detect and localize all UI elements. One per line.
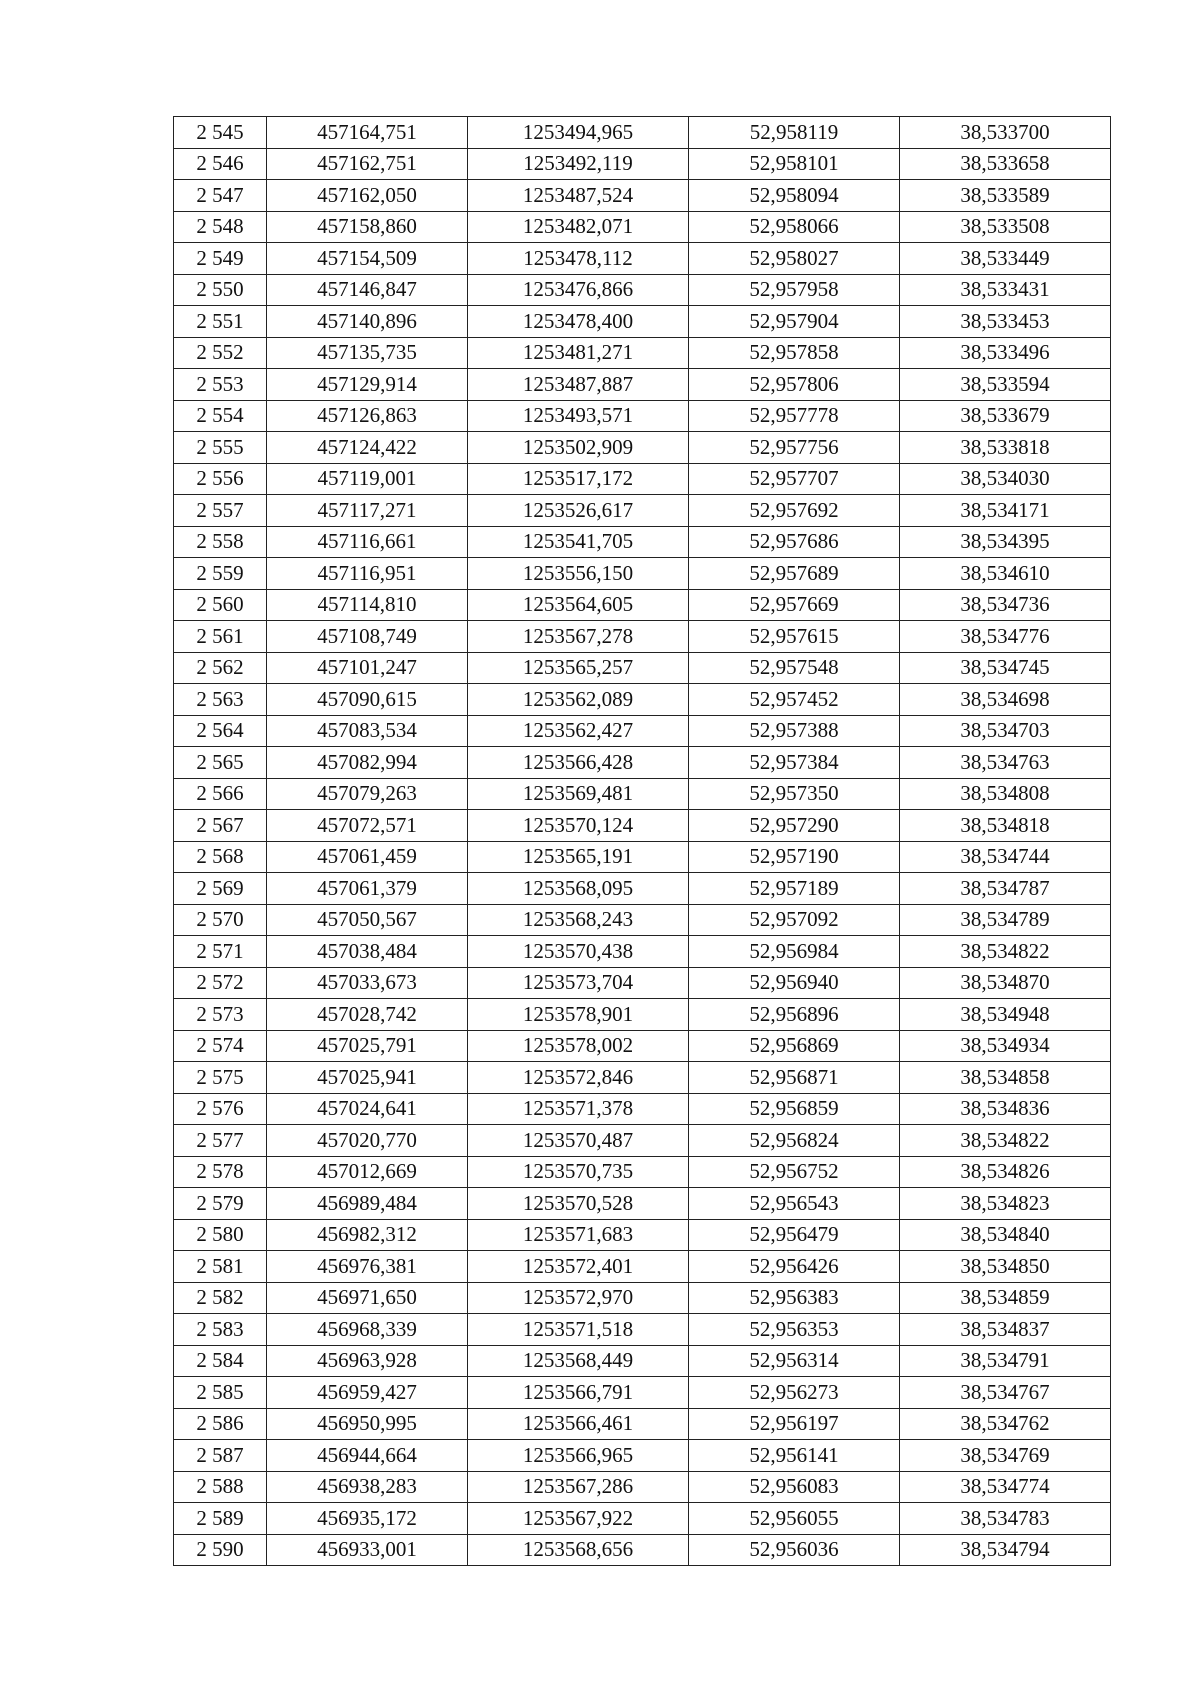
longitude-cell: 38,533589: [900, 180, 1111, 212]
table-row: [174, 148, 1111, 180]
longitude-cell: 38,534870: [900, 967, 1111, 999]
point-number-cell: 2 580: [174, 1219, 267, 1251]
x-coordinate-cell: 457154,509: [267, 243, 468, 275]
latitude-cell: 52,956543: [689, 1188, 900, 1220]
x-coordinate-cell: 456989,484: [267, 1188, 468, 1220]
x-coordinate-cell: 456976,381: [267, 1251, 468, 1283]
longitude-cell: 38,533700: [900, 117, 1111, 149]
table-row: [174, 243, 1111, 275]
table-row: [174, 936, 1111, 968]
latitude-cell: 52,956383: [689, 1282, 900, 1314]
point-number-cell: 2 566: [174, 778, 267, 810]
y-coordinate-cell: 1253568,095: [468, 873, 689, 905]
y-coordinate-cell: 1253494,965: [468, 117, 689, 149]
table-row: [174, 369, 1111, 401]
point-number-cell: 2 549: [174, 243, 267, 275]
longitude-cell: 38,534783: [900, 1503, 1111, 1535]
latitude-cell: 52,956141: [689, 1440, 900, 1472]
latitude-cell: 52,957756: [689, 432, 900, 464]
latitude-cell: 52,956273: [689, 1377, 900, 1409]
x-coordinate-cell: 457083,534: [267, 715, 468, 747]
table-row: [174, 526, 1111, 558]
longitude-cell: 38,534763: [900, 747, 1111, 779]
y-coordinate-cell: 1253493,571: [468, 400, 689, 432]
longitude-cell: 38,534822: [900, 936, 1111, 968]
table-row: [174, 337, 1111, 369]
x-coordinate-cell: 456938,283: [267, 1471, 468, 1503]
table-row: [174, 1156, 1111, 1188]
longitude-cell: 38,534858: [900, 1062, 1111, 1094]
longitude-cell: 38,534610: [900, 558, 1111, 590]
x-coordinate-cell: 457146,847: [267, 274, 468, 306]
latitude-cell: 52,957707: [689, 463, 900, 495]
table-row: [174, 1471, 1111, 1503]
y-coordinate-cell: 1253568,656: [468, 1534, 689, 1566]
y-coordinate-cell: 1253526,617: [468, 495, 689, 527]
point-number-cell: 2 551: [174, 306, 267, 338]
latitude-cell: 52,957958: [689, 274, 900, 306]
y-coordinate-cell: 1253565,191: [468, 841, 689, 873]
latitude-cell: 52,956083: [689, 1471, 900, 1503]
latitude-cell: 52,956426: [689, 1251, 900, 1283]
table-row: [174, 999, 1111, 1031]
point-number-cell: 2 556: [174, 463, 267, 495]
table-row: [174, 432, 1111, 464]
table-row: [174, 967, 1111, 999]
table-row: [174, 1030, 1111, 1062]
y-coordinate-cell: 1253572,970: [468, 1282, 689, 1314]
longitude-cell: 38,534808: [900, 778, 1111, 810]
longitude-cell: 38,534791: [900, 1345, 1111, 1377]
x-coordinate-cell: 456968,339: [267, 1314, 468, 1346]
latitude-cell: 52,956940: [689, 967, 900, 999]
longitude-cell: 38,534837: [900, 1314, 1111, 1346]
x-coordinate-cell: 456963,928: [267, 1345, 468, 1377]
point-number-cell: 2 560: [174, 589, 267, 621]
y-coordinate-cell: 1253570,528: [468, 1188, 689, 1220]
latitude-cell: 52,957692: [689, 495, 900, 527]
y-coordinate-cell: 1253565,257: [468, 652, 689, 684]
x-coordinate-cell: 457119,001: [267, 463, 468, 495]
y-coordinate-cell: 1253476,866: [468, 274, 689, 306]
y-coordinate-cell: 1253570,487: [468, 1125, 689, 1157]
x-coordinate-cell: 457090,615: [267, 684, 468, 716]
point-number-cell: 2 575: [174, 1062, 267, 1094]
latitude-cell: 52,958101: [689, 148, 900, 180]
table-row: [174, 904, 1111, 936]
latitude-cell: 52,956896: [689, 999, 900, 1031]
latitude-cell: 52,957778: [689, 400, 900, 432]
x-coordinate-cell: 457126,863: [267, 400, 468, 432]
x-coordinate-cell: 456935,172: [267, 1503, 468, 1535]
table-row: [174, 400, 1111, 432]
table-row: [174, 1219, 1111, 1251]
y-coordinate-cell: 1253568,243: [468, 904, 689, 936]
x-coordinate-cell: 457117,271: [267, 495, 468, 527]
x-coordinate-cell: 457012,669: [267, 1156, 468, 1188]
y-coordinate-cell: 1253569,481: [468, 778, 689, 810]
table-row: [174, 495, 1111, 527]
x-coordinate-cell: 457124,422: [267, 432, 468, 464]
latitude-cell: 52,957669: [689, 589, 900, 621]
point-number-cell: 2 546: [174, 148, 267, 180]
point-number-cell: 2 589: [174, 1503, 267, 1535]
point-number-cell: 2 584: [174, 1345, 267, 1377]
point-number-cell: 2 558: [174, 526, 267, 558]
longitude-cell: 38,533594: [900, 369, 1111, 401]
latitude-cell: 52,956055: [689, 1503, 900, 1535]
x-coordinate-cell: 457162,050: [267, 180, 468, 212]
point-number-cell: 2 550: [174, 274, 267, 306]
x-coordinate-cell: 456950,995: [267, 1408, 468, 1440]
latitude-cell: 52,956871: [689, 1062, 900, 1094]
longitude-cell: 38,534826: [900, 1156, 1111, 1188]
point-number-cell: 2 564: [174, 715, 267, 747]
table-row: [174, 274, 1111, 306]
y-coordinate-cell: 1253566,428: [468, 747, 689, 779]
longitude-cell: 38,534948: [900, 999, 1111, 1031]
table-row: [174, 652, 1111, 684]
point-number-cell: 2 572: [174, 967, 267, 999]
latitude-cell: 52,957686: [689, 526, 900, 558]
y-coordinate-cell: 1253478,400: [468, 306, 689, 338]
table-row: [174, 211, 1111, 243]
y-coordinate-cell: 1253566,461: [468, 1408, 689, 1440]
table-row: [174, 873, 1111, 905]
longitude-cell: 38,533496: [900, 337, 1111, 369]
point-number-cell: 2 565: [174, 747, 267, 779]
point-number-cell: 2 573: [174, 999, 267, 1031]
y-coordinate-cell: 1253566,965: [468, 1440, 689, 1472]
latitude-cell: 52,957388: [689, 715, 900, 747]
table-row: [174, 1440, 1111, 1472]
table-row: [174, 1503, 1111, 1535]
longitude-cell: 38,534789: [900, 904, 1111, 936]
x-coordinate-cell: 457135,735: [267, 337, 468, 369]
longitude-cell: 38,533679: [900, 400, 1111, 432]
table-row: [174, 117, 1111, 149]
longitude-cell: 38,534698: [900, 684, 1111, 716]
y-coordinate-cell: 1253564,605: [468, 589, 689, 621]
x-coordinate-cell: 457164,751: [267, 117, 468, 149]
point-number-cell: 2 576: [174, 1093, 267, 1125]
latitude-cell: 52,957904: [689, 306, 900, 338]
x-coordinate-cell: 457101,247: [267, 652, 468, 684]
x-coordinate-cell: 457050,567: [267, 904, 468, 936]
table-row: [174, 1251, 1111, 1283]
table-row: [174, 778, 1111, 810]
point-number-cell: 2 553: [174, 369, 267, 401]
longitude-cell: 38,534840: [900, 1219, 1111, 1251]
x-coordinate-cell: 457114,810: [267, 589, 468, 621]
point-number-cell: 2 585: [174, 1377, 267, 1409]
x-coordinate-cell: 456944,664: [267, 1440, 468, 1472]
point-number-cell: 2 545: [174, 117, 267, 149]
y-coordinate-cell: 1253482,071: [468, 211, 689, 243]
x-coordinate-cell: 457025,791: [267, 1030, 468, 1062]
table-row: [174, 621, 1111, 653]
longitude-cell: 38,533508: [900, 211, 1111, 243]
coordinates-table-body: [174, 117, 1111, 1566]
y-coordinate-cell: 1253517,172: [468, 463, 689, 495]
x-coordinate-cell: 457082,994: [267, 747, 468, 779]
latitude-cell: 52,957806: [689, 369, 900, 401]
point-number-cell: 2 561: [174, 621, 267, 653]
point-number-cell: 2 559: [174, 558, 267, 590]
point-number-cell: 2 583: [174, 1314, 267, 1346]
point-number-cell: 2 587: [174, 1440, 267, 1472]
y-coordinate-cell: 1253578,002: [468, 1030, 689, 1062]
point-number-cell: 2 554: [174, 400, 267, 432]
latitude-cell: 52,958094: [689, 180, 900, 212]
point-number-cell: 2 555: [174, 432, 267, 464]
table-row: [174, 180, 1111, 212]
latitude-cell: 52,956869: [689, 1030, 900, 1062]
latitude-cell: 52,957548: [689, 652, 900, 684]
latitude-cell: 52,956859: [689, 1093, 900, 1125]
latitude-cell: 52,957858: [689, 337, 900, 369]
y-coordinate-cell: 1253570,735: [468, 1156, 689, 1188]
point-number-cell: 2 577: [174, 1125, 267, 1157]
latitude-cell: 52,957290: [689, 810, 900, 842]
table-row: [174, 463, 1111, 495]
x-coordinate-cell: 457033,673: [267, 967, 468, 999]
y-coordinate-cell: 1253478,112: [468, 243, 689, 275]
longitude-cell: 38,534736: [900, 589, 1111, 621]
table-row: [174, 1534, 1111, 1566]
x-coordinate-cell: 457162,751: [267, 148, 468, 180]
y-coordinate-cell: 1253570,124: [468, 810, 689, 842]
y-coordinate-cell: 1253566,791: [468, 1377, 689, 1409]
x-coordinate-cell: 457020,770: [267, 1125, 468, 1157]
table-row: [174, 810, 1111, 842]
y-coordinate-cell: 1253567,922: [468, 1503, 689, 1535]
coordinates-table: [173, 116, 1111, 1566]
longitude-cell: 38,534171: [900, 495, 1111, 527]
table-row: [174, 1377, 1111, 1409]
latitude-cell: 52,956479: [689, 1219, 900, 1251]
longitude-cell: 38,534767: [900, 1377, 1111, 1409]
table-row: [174, 1282, 1111, 1314]
point-number-cell: 2 557: [174, 495, 267, 527]
latitude-cell: 52,957189: [689, 873, 900, 905]
longitude-cell: 38,534703: [900, 715, 1111, 747]
latitude-cell: 52,958027: [689, 243, 900, 275]
point-number-cell: 2 569: [174, 873, 267, 905]
x-coordinate-cell: 457158,860: [267, 211, 468, 243]
point-number-cell: 2 548: [174, 211, 267, 243]
latitude-cell: 52,957452: [689, 684, 900, 716]
longitude-cell: 38,534745: [900, 652, 1111, 684]
y-coordinate-cell: 1253567,286: [468, 1471, 689, 1503]
y-coordinate-cell: 1253578,901: [468, 999, 689, 1031]
table-row: [174, 1062, 1111, 1094]
latitude-cell: 52,957350: [689, 778, 900, 810]
table-row: [174, 558, 1111, 590]
table-row: [174, 715, 1111, 747]
x-coordinate-cell: 456982,312: [267, 1219, 468, 1251]
latitude-cell: 52,956353: [689, 1314, 900, 1346]
y-coordinate-cell: 1253571,378: [468, 1093, 689, 1125]
latitude-cell: 52,958119: [689, 117, 900, 149]
longitude-cell: 38,534822: [900, 1125, 1111, 1157]
table-row: [174, 1314, 1111, 1346]
point-number-cell: 2 563: [174, 684, 267, 716]
point-number-cell: 2 552: [174, 337, 267, 369]
latitude-cell: 52,956197: [689, 1408, 900, 1440]
y-coordinate-cell: 1253572,846: [468, 1062, 689, 1094]
y-coordinate-cell: 1253571,518: [468, 1314, 689, 1346]
x-coordinate-cell: 457108,749: [267, 621, 468, 653]
longitude-cell: 38,534030: [900, 463, 1111, 495]
x-coordinate-cell: 457116,951: [267, 558, 468, 590]
x-coordinate-cell: 457140,896: [267, 306, 468, 338]
point-number-cell: 2 590: [174, 1534, 267, 1566]
longitude-cell: 38,534774: [900, 1471, 1111, 1503]
longitude-cell: 38,534776: [900, 621, 1111, 653]
table-row: [174, 684, 1111, 716]
latitude-cell: 52,956752: [689, 1156, 900, 1188]
x-coordinate-cell: 457072,571: [267, 810, 468, 842]
longitude-cell: 38,533818: [900, 432, 1111, 464]
point-number-cell: 2 562: [174, 652, 267, 684]
latitude-cell: 52,957689: [689, 558, 900, 590]
y-coordinate-cell: 1253481,271: [468, 337, 689, 369]
y-coordinate-cell: 1253541,705: [468, 526, 689, 558]
x-coordinate-cell: 456959,427: [267, 1377, 468, 1409]
table-row: [174, 841, 1111, 873]
latitude-cell: 52,957092: [689, 904, 900, 936]
point-number-cell: 2 582: [174, 1282, 267, 1314]
table-row: [174, 747, 1111, 779]
longitude-cell: 38,534836: [900, 1093, 1111, 1125]
point-number-cell: 2 570: [174, 904, 267, 936]
point-number-cell: 2 568: [174, 841, 267, 873]
point-number-cell: 2 578: [174, 1156, 267, 1188]
point-number-cell: 2 567: [174, 810, 267, 842]
longitude-cell: 38,534934: [900, 1030, 1111, 1062]
longitude-cell: 38,534859: [900, 1282, 1111, 1314]
table-row: [174, 1408, 1111, 1440]
x-coordinate-cell: 456933,001: [267, 1534, 468, 1566]
latitude-cell: 52,956036: [689, 1534, 900, 1566]
point-number-cell: 2 588: [174, 1471, 267, 1503]
y-coordinate-cell: 1253571,683: [468, 1219, 689, 1251]
longitude-cell: 38,534395: [900, 526, 1111, 558]
longitude-cell: 38,534762: [900, 1408, 1111, 1440]
y-coordinate-cell: 1253568,449: [468, 1345, 689, 1377]
latitude-cell: 52,956824: [689, 1125, 900, 1157]
x-coordinate-cell: 457061,459: [267, 841, 468, 873]
x-coordinate-cell: 457024,641: [267, 1093, 468, 1125]
latitude-cell: 52,956314: [689, 1345, 900, 1377]
longitude-cell: 38,534769: [900, 1440, 1111, 1472]
y-coordinate-cell: 1253573,704: [468, 967, 689, 999]
table-row: [174, 589, 1111, 621]
y-coordinate-cell: 1253567,278: [468, 621, 689, 653]
longitude-cell: 38,533449: [900, 243, 1111, 275]
x-coordinate-cell: 457116,661: [267, 526, 468, 558]
point-number-cell: 2 579: [174, 1188, 267, 1220]
point-number-cell: 2 547: [174, 180, 267, 212]
x-coordinate-cell: 457028,742: [267, 999, 468, 1031]
x-coordinate-cell: 457061,379: [267, 873, 468, 905]
table-row: [174, 1125, 1111, 1157]
longitude-cell: 38,534850: [900, 1251, 1111, 1283]
y-coordinate-cell: 1253556,150: [468, 558, 689, 590]
longitude-cell: 38,534787: [900, 873, 1111, 905]
x-coordinate-cell: 457079,263: [267, 778, 468, 810]
longitude-cell: 38,534744: [900, 841, 1111, 873]
latitude-cell: 52,956984: [689, 936, 900, 968]
table-row: [174, 1188, 1111, 1220]
y-coordinate-cell: 1253562,427: [468, 715, 689, 747]
longitude-cell: 38,533453: [900, 306, 1111, 338]
point-number-cell: 2 586: [174, 1408, 267, 1440]
x-coordinate-cell: 457129,914: [267, 369, 468, 401]
longitude-cell: 38,533658: [900, 148, 1111, 180]
latitude-cell: 52,958066: [689, 211, 900, 243]
y-coordinate-cell: 1253572,401: [468, 1251, 689, 1283]
x-coordinate-cell: 457025,941: [267, 1062, 468, 1094]
longitude-cell: 38,533431: [900, 274, 1111, 306]
y-coordinate-cell: 1253502,909: [468, 432, 689, 464]
y-coordinate-cell: 1253487,887: [468, 369, 689, 401]
y-coordinate-cell: 1253562,089: [468, 684, 689, 716]
point-number-cell: 2 581: [174, 1251, 267, 1283]
y-coordinate-cell: 1253570,438: [468, 936, 689, 968]
latitude-cell: 52,957615: [689, 621, 900, 653]
table-row: [174, 1345, 1111, 1377]
longitude-cell: 38,534818: [900, 810, 1111, 842]
longitude-cell: 38,534794: [900, 1534, 1111, 1566]
point-number-cell: 2 571: [174, 936, 267, 968]
longitude-cell: 38,534823: [900, 1188, 1111, 1220]
x-coordinate-cell: 457038,484: [267, 936, 468, 968]
latitude-cell: 52,957190: [689, 841, 900, 873]
latitude-cell: 52,957384: [689, 747, 900, 779]
table-row: [174, 1093, 1111, 1125]
y-coordinate-cell: 1253487,524: [468, 180, 689, 212]
table-row: [174, 306, 1111, 338]
point-number-cell: 2 574: [174, 1030, 267, 1062]
x-coordinate-cell: 456971,650: [267, 1282, 468, 1314]
y-coordinate-cell: 1253492,119: [468, 148, 689, 180]
